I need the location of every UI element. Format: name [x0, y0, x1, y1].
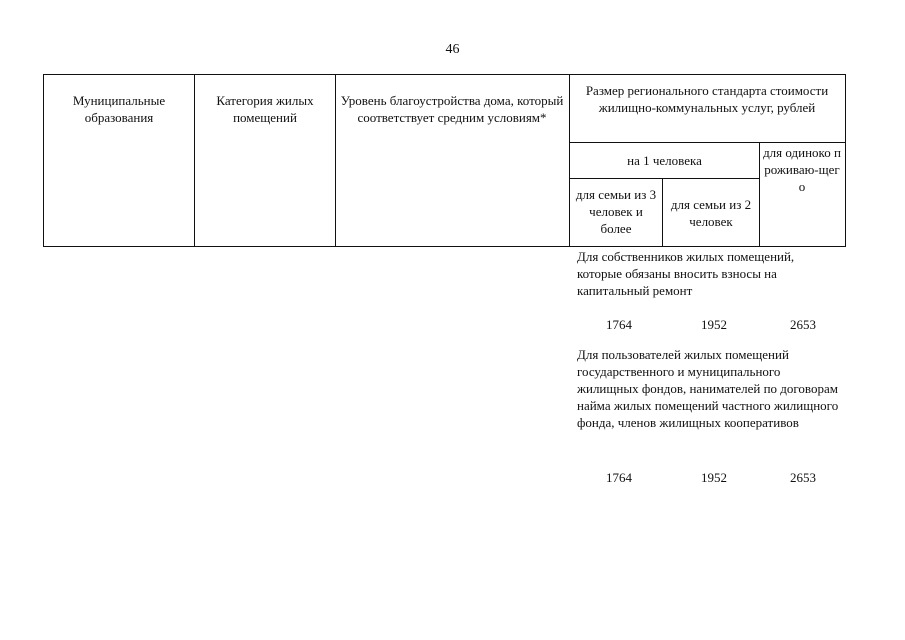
table-top-border	[43, 74, 846, 75]
value-family-3-plus: 1764	[606, 317, 632, 332]
col-border-4	[662, 178, 663, 247]
group-title: Для собственников жилых помещений, которые обязаны вносить взносы на капитальный ремонт	[577, 249, 795, 298]
group-title: Для пользователей жилых помещений государственного и муниципального жилищных фондов, нанимателей по договорам найма жилых помещений частного жилищного фонда, членов жилищных кооперативов	[577, 347, 839, 430]
col-border-6	[845, 74, 846, 247]
col-border-5	[759, 142, 760, 247]
header-municipalities: Муниципальные образования	[72, 93, 166, 125]
header-single-resident: для одиноко проживаю-щего	[763, 145, 841, 194]
header-family-3-plus: для семьи из 3 человек и более	[575, 187, 657, 236]
value-family-2: 1952	[701, 470, 727, 485]
col-border-1	[194, 74, 195, 247]
value-single-resident: 2653	[790, 317, 816, 332]
header-comfort-level: Уровень благоустройства дома, который соответствует средним условиям*	[340, 93, 564, 125]
value-single-resident: 2653	[790, 470, 816, 485]
table-header-bottom-border	[43, 246, 846, 247]
col-border-2	[335, 74, 336, 247]
value-family-2: 1952	[701, 317, 727, 332]
header-standard-size: Размер регионального стандарта стоимости жилищно-коммунальных услуг, рублей	[585, 83, 829, 115]
value-family-3-plus: 1764	[606, 470, 632, 485]
page-number: 46	[445, 42, 460, 57]
header-divider-1	[569, 142, 846, 143]
header-family-2: для семьи из 2 человек	[670, 197, 752, 229]
col-border-0	[43, 74, 44, 247]
header-divider-2	[569, 178, 759, 179]
header-per-person: на 1 человека	[627, 153, 702, 168]
header-category: Категория жилых помещений	[216, 93, 314, 125]
